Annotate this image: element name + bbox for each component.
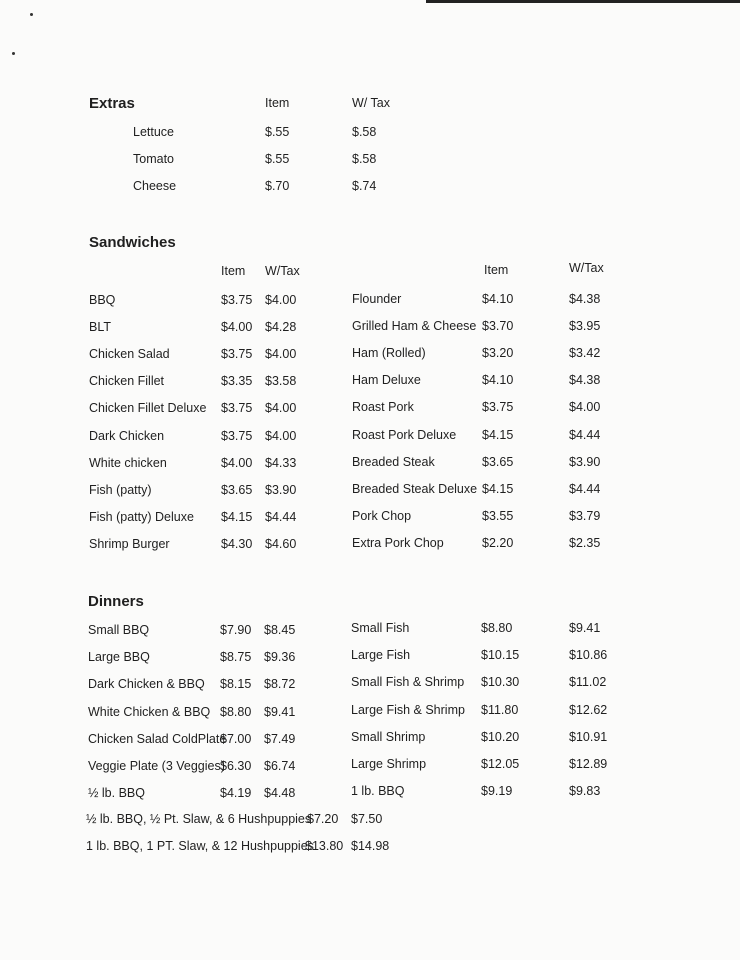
extras-row-name: Cheese — [133, 179, 177, 193]
extras-heading: Extras — [89, 95, 135, 112]
sandwich-right-row-name: Roast Pork — [352, 400, 414, 415]
extras-row-name: Tomato — [133, 152, 174, 166]
sandwich-right-row-name: Ham Deluxe — [352, 373, 421, 388]
sandwich-right-row-tax-price: $4.44 — [569, 427, 601, 442]
sandwich-right-row-name: Pork Chop — [352, 508, 412, 523]
sandwich-left-row-name: Dark Chicken — [89, 428, 165, 443]
extras-item-header: Item — [265, 96, 290, 110]
extras-row-tax-price: $.58 — [352, 125, 377, 139]
dinner-right-row-tax-price: $10.86 — [569, 648, 608, 663]
sandwich-left-row-item-price: $4.00 — [221, 455, 253, 470]
scan-speck — [30, 13, 33, 16]
sandwich-left-row-tax-price: $3.58 — [265, 374, 297, 389]
sandwich-left-row-name: Chicken Fillet — [89, 374, 165, 389]
sandwich-left-row-name: White chicken — [89, 455, 167, 470]
dinner-left-row-tax-price: $8.72 — [264, 677, 296, 692]
sandwich-left-row-tax-price: $4.28 — [265, 320, 297, 335]
dinner-right-row-name: Small Fish — [351, 621, 410, 635]
sandwich-right-row-item-price: $3.70 — [482, 319, 514, 334]
sandwich-right-row-tax-price: $3.42 — [569, 346, 601, 361]
sandwich-left-row-tax-price: $4.60 — [265, 536, 297, 551]
sandwich-right-row-item-price: $4.15 — [482, 481, 514, 496]
dinner-left-row-name: Large BBQ — [88, 650, 150, 665]
dinner-right-row-name: Small Fish & Shrimp — [351, 675, 465, 690]
sandwich-left-row-tax-price: $4.44 — [265, 509, 297, 524]
sandwich-right-row-tax-price: $4.00 — [569, 400, 601, 415]
dinner-left-row-name: Dark Chicken & BBQ — [88, 677, 205, 692]
extras-row-item-price: $.55 — [265, 152, 290, 166]
dinner-left-row-item-price: $8.80 — [220, 704, 252, 719]
dinner-left-row-name: ½ lb. BBQ — [88, 786, 145, 801]
scan-edge-line — [426, 0, 740, 3]
sandwich-left-row-item-price: $3.75 — [221, 428, 253, 443]
sandwich-right-row-item-price: $3.75 — [482, 400, 514, 415]
dinner-right-row-name: Large Shrimp — [351, 757, 427, 771]
dinner-combo-name: 1 lb. BBQ, 1 PT. Slaw, & 12 Hushpuppies — [86, 839, 314, 853]
extras-row-name: Lettuce — [133, 125, 175, 139]
sandwich-right-row-tax-price: $4.38 — [569, 292, 601, 306]
sandwich-left-row-tax-price: $4.33 — [265, 455, 297, 470]
dinner-left-row-item-price: $7.90 — [220, 623, 252, 637]
dinner-left-row-item-price: $8.15 — [220, 677, 252, 692]
dinner-left-row-item-price: $7.00 — [220, 731, 252, 746]
sandwich-right-row-name: Breaded Steak — [352, 454, 435, 469]
sandwich-left-row-item-price: $3.75 — [221, 293, 253, 307]
sandwich-left-row-tax-price: $4.00 — [265, 401, 297, 416]
dinner-left-row-name: Chicken Salad ColdPlate — [88, 731, 227, 746]
sandwich-right-row-item-price: $4.10 — [482, 373, 514, 388]
dinner-right-row-item-price: $8.80 — [481, 621, 513, 635]
sandwiches-tax-header-left: W/Tax — [265, 264, 300, 278]
dinner-right-row-item-price: $9.19 — [481, 784, 513, 799]
dinner-left-row-tax-price: $9.36 — [264, 650, 296, 665]
dinner-right-row-item-price: $11.80 — [481, 702, 519, 717]
sandwich-left-row-item-price: $3.75 — [221, 347, 253, 362]
sandwich-left-row-name: BBQ — [89, 293, 116, 307]
dinner-right-row-name: Large Fish & Shrimp — [351, 702, 465, 717]
dinner-left-row-name: White Chicken & BBQ — [88, 704, 211, 719]
dinner-right-row-name: Large Fish — [351, 648, 411, 663]
dinner-right-row-item-price: $10.20 — [481, 729, 520, 744]
dinner-right-row-name: 1 lb. BBQ — [351, 784, 405, 799]
sandwich-left-row-item-price: $4.30 — [221, 536, 253, 551]
sandwich-right-row-name: Roast Pork Deluxe — [352, 427, 457, 442]
dinners-heading: Dinners — [88, 593, 144, 610]
sandwich-right-row-tax-price: $3.95 — [569, 319, 601, 334]
dinner-right-row-item-price: $12.05 — [481, 757, 520, 771]
sandwich-left-row-name: Fish (patty) — [89, 482, 152, 497]
extras-row-tax-price: $.58 — [352, 152, 377, 166]
dinner-left-row-tax-price: $9.41 — [264, 704, 296, 719]
extras-row-tax-price: $.74 — [352, 179, 377, 193]
sandwich-right-row-name: Extra Pork Chop — [352, 535, 444, 550]
sandwiches-item-header-left: Item — [221, 264, 246, 278]
sandwiches-item-header-right: Item — [484, 263, 509, 277]
dinner-left-row-tax-price: $4.48 — [264, 786, 296, 801]
dinner-combo-name: ½ lb. BBQ, ½ Pt. Slaw, & 6 Hushpuppies — [86, 812, 312, 826]
dinner-combo-tax-price: $14.98 — [351, 839, 390, 853]
dinner-left-row-item-price: $8.75 — [220, 650, 252, 665]
dinner-right-row-tax-price: $12.89 — [569, 757, 608, 771]
sandwich-right-row-tax-price: $3.90 — [569, 454, 601, 469]
sandwich-right-row-name: Breaded Steak Deluxe — [352, 481, 478, 496]
sandwich-left-row-name: Shrimp Burger — [89, 536, 170, 551]
sandwich-left-row-item-price: $3.75 — [221, 401, 253, 416]
sandwich-right-row-tax-price: $4.44 — [569, 481, 601, 496]
sandwich-right-row-item-price: $3.65 — [482, 454, 514, 469]
extras-row-item-price: $.70 — [265, 179, 290, 193]
sandwich-left-row-item-price: $4.00 — [221, 320, 253, 335]
dinner-left-row-tax-price: $8.45 — [264, 623, 296, 637]
sandwich-left-row-name: Fish (patty) Deluxe — [89, 509, 194, 524]
sandwich-right-row-tax-price: $2.35 — [569, 535, 601, 550]
sandwich-left-row-item-price: $3.65 — [221, 482, 253, 497]
sandwich-left-row-tax-price: $4.00 — [265, 428, 297, 443]
scan-speck — [12, 52, 15, 55]
sandwiches-heading: Sandwiches — [89, 234, 176, 251]
sandwich-left-row-tax-price: $4.00 — [265, 347, 297, 362]
sandwich-right-row-name: Grilled Ham & Cheese — [352, 319, 477, 334]
dinner-right-row-tax-price: $9.41 — [569, 621, 601, 635]
sandwich-left-row-tax-price: $3.90 — [265, 482, 297, 497]
dinner-combo-item-price: $13.80 — [305, 839, 344, 853]
dinner-right-row-tax-price: $12.62 — [569, 702, 608, 717]
sandwich-left-row-name: BLT — [89, 320, 111, 335]
sandwich-right-row-item-price: $4.10 — [482, 292, 514, 306]
dinner-right-row-item-price: $10.30 — [481, 675, 520, 690]
sandwich-right-row-name: Ham (Rolled) — [352, 346, 426, 361]
sandwich-left-row-name: Chicken Salad — [89, 347, 170, 362]
dinner-combo-tax-price: $7.50 — [351, 812, 383, 826]
dinner-right-row-item-price: $10.15 — [481, 648, 520, 663]
dinner-right-row-name: Small Shrimp — [351, 729, 426, 744]
dinner-right-row-tax-price: $9.83 — [569, 784, 601, 799]
sandwich-right-row-item-price: $3.20 — [482, 346, 514, 361]
sandwich-right-row-tax-price: $3.79 — [569, 508, 601, 523]
sandwich-right-row-tax-price: $4.38 — [569, 373, 601, 388]
sandwich-left-row-item-price: $3.35 — [221, 374, 253, 389]
sandwich-right-row-item-price: $2.20 — [482, 535, 514, 550]
dinner-left-row-item-price: $6.30 — [220, 759, 252, 773]
extras-tax-header: W/ Tax — [352, 96, 390, 110]
dinner-left-row-tax-price: $6.74 — [264, 759, 296, 773]
extras-row-item-price: $.55 — [265, 125, 290, 139]
dinner-left-row-item-price: $4.19 — [220, 786, 252, 801]
dinner-left-row-name: Veggie Plate (3 Veggies) — [88, 759, 225, 773]
sandwich-right-row-item-price: $3.55 — [482, 508, 514, 523]
sandwich-right-row-name: Flounder — [352, 292, 402, 306]
dinner-right-row-tax-price: $10.91 — [569, 729, 608, 744]
dinner-left-row-tax-price: $7.49 — [264, 731, 296, 746]
sandwich-left-row-tax-price: $4.00 — [265, 293, 297, 307]
sandwich-left-row-item-price: $4.15 — [221, 509, 253, 524]
sandwiches-tax-header-right: W/Tax — [569, 261, 604, 275]
dinner-combo-item-price: $7.20 — [307, 812, 339, 826]
dinner-left-row-name: Small BBQ — [88, 623, 150, 637]
dinner-right-row-tax-price: $11.02 — [569, 675, 607, 690]
sandwich-left-row-name: Chicken Fillet Deluxe — [89, 401, 207, 416]
sandwich-right-row-item-price: $4.15 — [482, 427, 514, 442]
